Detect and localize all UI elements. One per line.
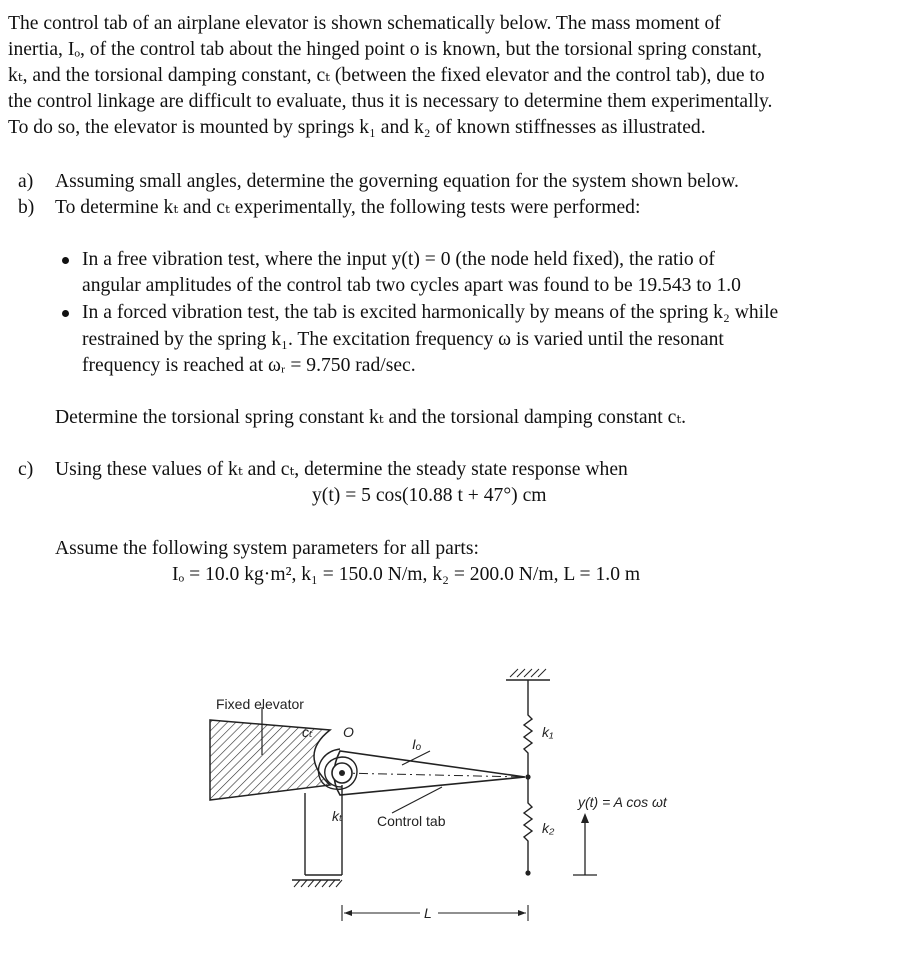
intro-line: inertia, Iₒ, of the control tab about the hinged point o is known, but the torsional spring constant,: [8, 39, 762, 60]
k1-label: k₁: [542, 724, 554, 740]
elevator-diagram: [180, 625, 740, 945]
intro-line: the control linkage are difficult to evaluate, thus it is necessary to determine them experimentally.: [8, 91, 773, 112]
hinge-pin: [339, 770, 345, 776]
part-a-label: a): [18, 171, 34, 192]
bullet1-line: In a free vibration test, where the input y(t) = 0 (the node held fixed), the ratio of: [82, 249, 715, 270]
control-tab-label: Control tab: [377, 813, 446, 829]
params-intro: Assume the following system parameters for all parts:: [55, 538, 479, 559]
determine-text: Determine the torsional spring constant kₜ and the torsional damping constant cₜ.: [55, 407, 687, 428]
part-b-label: b): [18, 197, 35, 218]
input-arrow-head: [581, 813, 589, 823]
intro-paragraph: [8, 11, 908, 141]
dimension-arrow: [344, 910, 352, 916]
dimension-arrow: [518, 910, 526, 916]
kt-label: kₜ: [332, 808, 344, 824]
spring-k1: [524, 680, 532, 777]
input-label: y(t) = A cos ωt: [578, 794, 667, 810]
o-label: O: [343, 724, 354, 740]
intro-line: The control tab of an airplane elevator is shown schematically below. The mass moment of: [8, 13, 721, 34]
input-node: [525, 870, 530, 875]
bullet2-line: In a forced vibration test, the tab is excited harmonically by means of the spring k₂ while: [82, 302, 779, 323]
bullet-icon: [62, 257, 69, 264]
control-tab-pointer: [392, 787, 442, 813]
bullet2-line: frequency is reached at ωᵣ = 9.750 rad/sec.: [82, 355, 416, 376]
bullet2-line: restrained by the spring k₁. The excitation frequency ω is varied until the resonant: [82, 329, 724, 350]
ct-label: cₜ: [302, 724, 314, 740]
part-b-text: To determine kₜ and cₜ experimentally, the following tests were performed:: [55, 197, 641, 218]
part-a-text: Assuming small angles, determine the governing equation for the system shown below.: [55, 171, 739, 192]
io-label: Iₒ: [412, 736, 422, 752]
bullet-icon: [62, 310, 69, 317]
response-equation: y(t) = 5 cos(10.88 t + 47°) cm: [312, 485, 547, 506]
spring-k2: [524, 777, 532, 873]
params-values: Iₒ = 10.0 kg·m², k₁ = 150.0 N/m, k₂ = 200.0 N/m, L = 1.0 m: [172, 564, 641, 585]
length-label: L: [424, 905, 432, 921]
intro-line: kₜ, and the torsional damping constant, cₜ (between the fixed elevator and the control tab), due to: [8, 65, 765, 86]
part-c-label: c): [18, 459, 34, 480]
top-ground-hatch: [510, 669, 546, 677]
fixed-elevator-label: Fixed elevator: [216, 696, 304, 712]
k2-label: k₂: [542, 820, 555, 836]
intro-line: To do so, the elevator is mounted by springs k₁ and k₂ of known stiffnesses as illustrated.: [8, 117, 706, 138]
part-c-text: Using these values of kₜ and cₜ, determine the steady state response when: [55, 459, 628, 480]
bullet1-line: angular amplitudes of the control tab two cycles apart was found to be 19.543 to 1.0: [82, 275, 741, 296]
ground-hatch: [294, 880, 342, 887]
